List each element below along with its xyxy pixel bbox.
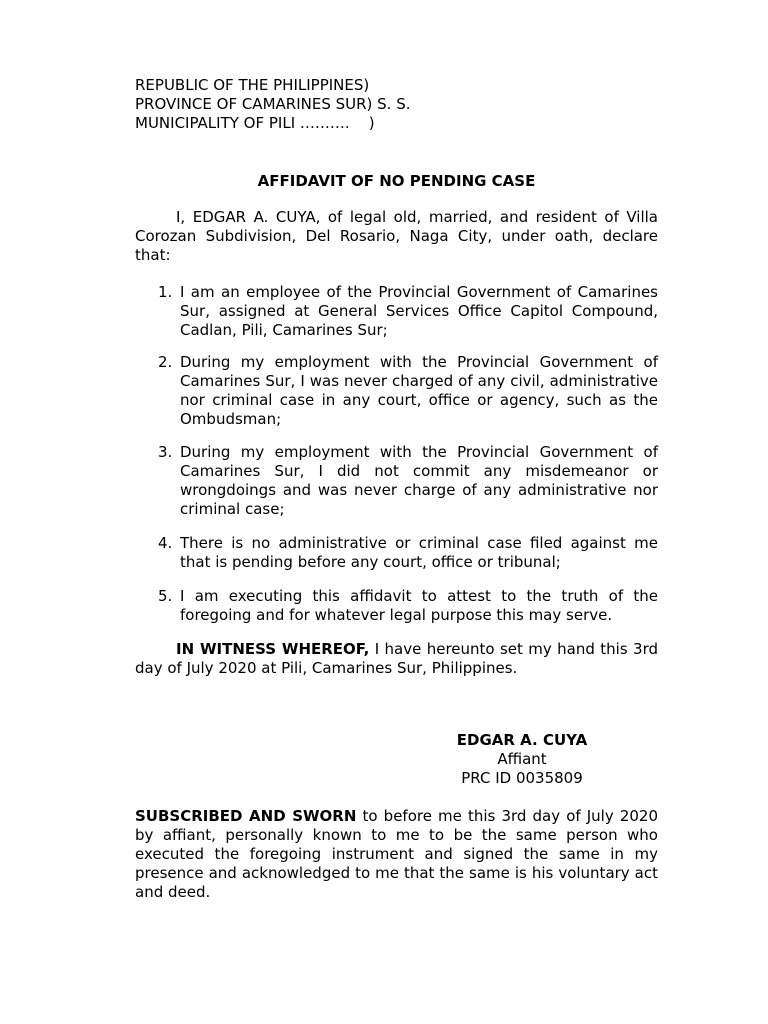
jurat-paragraph xyxy=(135,807,658,902)
list-item-text: During my employment with the Provincial Government of Camarines Sur, I did not commit any misdemeanor or wrongdoings and was never charge of any administrative nor criminal case; xyxy=(180,443,658,518)
jurat-text: to before me this 3rd day of July 2020 by affiant, personally known to me to be the same person who executed the foregoing instrument and signed the same in my presence and acknowledged to me that the same is his voluntary act and deed. xyxy=(135,807,658,901)
list-item xyxy=(135,534,658,572)
affiant-id: PRC ID 0035809 xyxy=(461,769,583,787)
signature-block xyxy=(442,731,602,788)
caption-line-province: PROVINCE OF CAMARINES SUR) S. S. xyxy=(135,95,411,113)
list-item-number: 1. xyxy=(158,283,173,301)
list-item-number: 5. xyxy=(158,587,173,605)
list-item-number: 3. xyxy=(158,443,173,461)
list-item xyxy=(135,443,658,519)
list-item-text: There is no administrative or criminal case filed against me that is pending before any court, office or tribunal; xyxy=(180,534,658,571)
affiant-role: Affiant xyxy=(497,750,547,768)
list-item xyxy=(135,587,658,625)
intro-paragraph: I, EDGAR A. CUYA, of legal old, married, and resident of Villa Corozan Subdivision, Del Rosario, Naga City, under oath, declare that: xyxy=(135,208,658,264)
venue-caption xyxy=(135,76,411,133)
list-item xyxy=(135,353,658,429)
jurat-lead: SUBSCRIBED AND SWORN xyxy=(135,807,357,825)
list-item xyxy=(135,283,658,340)
witness-paragraph xyxy=(135,640,658,678)
affiant-name: EDGAR A. CUYA xyxy=(456,731,588,749)
list-item-text: During my employment with the Provincial Government of Camarines Sur, I was never charged of any civil, administrative nor criminal case in any court, office or agency, such as the Ombudsman; xyxy=(180,353,658,428)
caption-line-municipality: MUNICIPALITY OF PILI ………. ) xyxy=(135,114,375,132)
list-item-text: I am an employee of the Provincial Government of Camarines Sur, assigned at General Services Office Capitol Compound, Cadlan, Pili, Camarines Sur; xyxy=(180,283,658,339)
caption-line-republic: REPUBLIC OF THE PHILIPPINES) xyxy=(135,76,370,94)
list-item-text: I am executing this affidavit to attest to the truth of the foregoing and for whatever legal purpose this may serve. xyxy=(180,587,658,624)
document-title: AFFIDAVIT OF NO PENDING CASE xyxy=(257,172,536,190)
witness-text: I have hereunto set my hand this 3rd day of July 2020 at Pili, Camarines Sur, Philippines. xyxy=(135,640,658,677)
list-item-number: 2. xyxy=(158,353,173,371)
witness-lead: IN WITNESS WHEREOF, xyxy=(176,640,370,658)
list-item-number: 4. xyxy=(158,534,173,552)
